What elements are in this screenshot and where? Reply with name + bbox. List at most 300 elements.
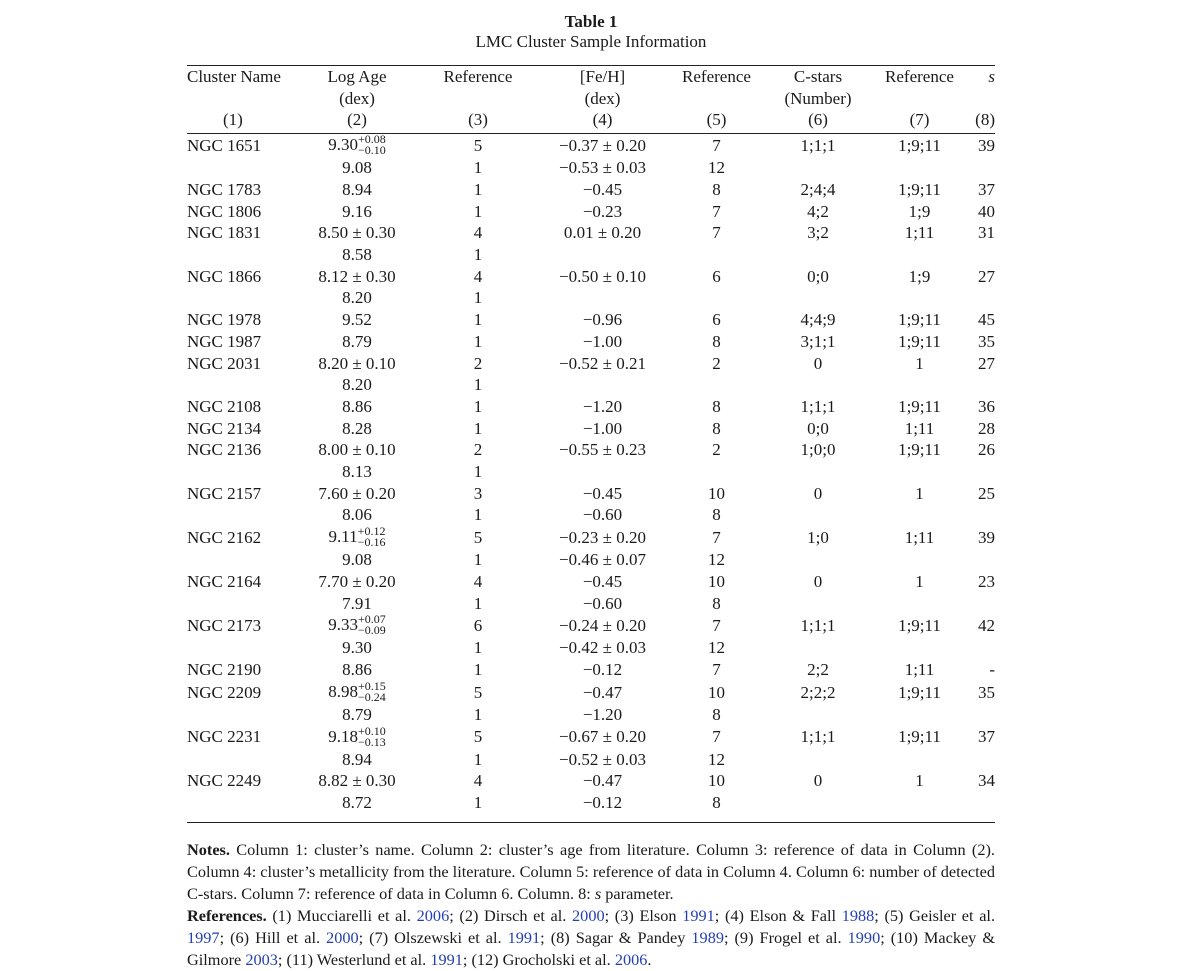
cstars-cell: 3;1;1 — [800, 331, 836, 351]
cstars-cell: 4;4;9 — [800, 310, 836, 330]
cstars-cell: 1;0 — [807, 527, 829, 547]
header-cell: (dex) — [339, 88, 375, 108]
data-table-body — [187, 134, 995, 814]
age-reference-cell: 1 — [473, 396, 483, 416]
table-title: LMC Cluster Sample Information — [475, 32, 707, 51]
feh-reference-cell: 8 — [712, 331, 721, 351]
cstars-reference-cell — [867, 504, 972, 526]
log-age-cell: 8.79 — [342, 704, 372, 724]
cstars-cell — [769, 792, 867, 814]
feh-reference-cell: 12 — [708, 749, 725, 769]
s-parameter-cell: 27 — [978, 353, 995, 373]
s-parameter-cell: 37 — [978, 727, 995, 747]
reference-author: (9) Frogel et al. — [728, 927, 848, 947]
column-number: (1) — [223, 110, 243, 130]
cluster-name-cell — [187, 504, 299, 526]
header-cell: s — [988, 67, 995, 86]
table-row — [187, 287, 995, 309]
feh-cell: −0.12 — [582, 793, 623, 813]
cstars-reference-cell — [867, 244, 972, 266]
cstars-cell: 1;1;1 — [800, 135, 836, 155]
header-cell: [Fe/H] — [579, 67, 626, 86]
age-reference-cell: 4 — [473, 223, 483, 243]
cluster-name-cell: NGC 2108 — [187, 396, 262, 416]
feh-reference-cell: 12 — [708, 638, 725, 658]
reference-year-link[interactable]: 2006 — [416, 905, 450, 925]
reference-separator: ; — [880, 927, 885, 947]
s-parameter-cell: 34 — [978, 771, 995, 791]
cstars-reference-cell: 1;9;11 — [898, 331, 941, 351]
cstars-cell: 1;0;0 — [800, 440, 836, 460]
cstars-cell: 0 — [813, 353, 823, 373]
age-reference-cell: 1 — [473, 310, 483, 330]
reference-author: (4) Elson & Fall — [719, 905, 842, 925]
age-reference-cell: 1 — [473, 179, 483, 199]
table-row — [187, 266, 995, 288]
cstars-reference-cell — [867, 287, 972, 309]
feh-cell: −1.20 — [582, 704, 623, 724]
feh-cell: −0.96 — [582, 310, 623, 330]
cluster-name-cell — [187, 749, 299, 771]
s-parameter-cell: 42 — [978, 616, 995, 636]
table-row — [187, 483, 995, 505]
table-row — [187, 526, 995, 549]
table-row — [187, 418, 995, 440]
cluster-name-cell — [187, 593, 299, 615]
log-age-cell: 9.30 — [342, 638, 372, 658]
age-reference-cell: 1 — [473, 793, 483, 813]
cstars-reference-cell: 1;9;11 — [898, 727, 941, 747]
feh-reference-cell: 2 — [712, 353, 721, 373]
feh-cell: −0.67 ± 0.20 — [559, 727, 646, 747]
header-cell — [415, 88, 541, 110]
feh-cell: −0.52 ± 0.03 — [559, 749, 646, 769]
age-reference-cell: 2 — [473, 440, 483, 460]
s-parameter-cell: 28 — [978, 418, 995, 438]
feh-reference-cell: 12 — [708, 158, 725, 178]
reference-separator: . — [647, 949, 652, 969]
cstars-reference-cell: 1;9 — [908, 201, 931, 221]
cstars-reference-cell: 1;9;11 — [898, 616, 941, 636]
header-cell: Reference — [885, 67, 954, 86]
cluster-name-cell: NGC 2134 — [187, 418, 262, 438]
feh-reference-cell — [664, 244, 769, 266]
age-reference-cell: 4 — [473, 771, 483, 791]
cstars-reference-cell — [867, 593, 972, 615]
feh-cell: −0.23 — [582, 201, 623, 221]
cluster-name-cell: NGC 1831 — [187, 223, 262, 243]
log-age-value: 9.33 — [328, 615, 358, 635]
header-cell: Cluster Name — [187, 67, 281, 86]
feh-reference-cell: 10 — [708, 682, 725, 702]
age-reference-cell: 1 — [473, 462, 483, 482]
s-parameter-cell — [972, 549, 995, 571]
s-parameter-cell — [972, 749, 995, 771]
feh-cell: −0.42 ± 0.03 — [559, 638, 646, 658]
column-number-row — [187, 109, 995, 131]
reference-year-link[interactable]: 2000 — [326, 927, 359, 947]
age-reference-cell: 1 — [473, 550, 483, 570]
s-parameter-cell: 26 — [978, 440, 995, 460]
table-row — [187, 614, 995, 637]
cluster-name-cell — [187, 792, 299, 814]
cstars-reference-cell — [867, 637, 972, 659]
cstars-cell — [769, 593, 867, 615]
header-subrow — [187, 88, 995, 110]
feh-cell: 0.01 ± 0.20 — [563, 223, 642, 243]
feh-cell: −0.45 — [582, 483, 623, 503]
feh-cell: −0.50 ± 0.10 — [559, 266, 646, 286]
reference-year-link[interactable]: 1991 — [430, 949, 463, 969]
age-reference-cell: 1 — [473, 201, 483, 221]
s-parameter-cell: 31 — [978, 223, 995, 243]
s-parameter-cell: 39 — [978, 527, 995, 547]
table-row — [187, 726, 995, 749]
feh-cell — [541, 461, 664, 483]
cstars-cell — [769, 549, 867, 571]
reference-year-link[interactable]: 1991 — [507, 927, 541, 947]
feh-reference-cell: 7 — [712, 135, 721, 155]
reference-year-link[interactable]: 1989 — [691, 927, 724, 947]
cstars-cell — [769, 637, 867, 659]
cluster-name-cell — [187, 374, 299, 396]
asymmetric-error — [357, 723, 386, 749]
feh-cell — [541, 287, 664, 309]
cstars-reference-cell: 1 — [915, 771, 924, 791]
reference-separator: ; — [604, 905, 610, 925]
s-parameter-cell — [972, 704, 995, 726]
s-parameter-cell: 36 — [978, 396, 995, 416]
cluster-name-cell: NGC 2136 — [187, 440, 262, 460]
upper-error: +0.12 — [357, 524, 386, 539]
feh-cell: −1.20 — [582, 396, 623, 416]
cluster-name-cell: NGC 2173 — [187, 616, 262, 636]
feh-cell: −0.55 ± 0.23 — [559, 440, 646, 460]
table-row — [187, 201, 995, 223]
table-row — [187, 593, 995, 615]
column-number: (4) — [592, 110, 613, 130]
log-age-cell: 8.12 ± 0.30 — [318, 266, 396, 286]
cstars-reference-cell: 1;11 — [904, 527, 935, 547]
references-label: References. — [187, 905, 267, 925]
table-row — [187, 549, 995, 571]
table-row — [187, 331, 995, 353]
age-reference-cell: 1 — [473, 375, 483, 395]
log-age-cell: 9.52 — [342, 310, 372, 330]
cluster-name-cell: NGC 1978 — [187, 310, 262, 330]
feh-cell: −0.52 ± 0.21 — [559, 353, 646, 373]
feh-cell: −0.53 ± 0.03 — [559, 158, 646, 178]
feh-reference-cell: 7 — [712, 201, 721, 221]
s-parameter-cell: 27 — [978, 266, 995, 286]
s-parameter-cell — [972, 504, 995, 526]
reference-year-link[interactable]: 1988 — [841, 905, 875, 925]
table-row — [187, 637, 995, 659]
log-age-cell: 8.58 — [342, 245, 372, 265]
log-age-cell: 8.86 — [342, 396, 372, 416]
log-age-cell: 8.28 — [342, 418, 372, 438]
cstars-reference-cell: 1 — [915, 483, 924, 503]
log-age-cell: 8.20 — [342, 288, 372, 308]
age-reference-cell: 5 — [473, 135, 483, 155]
reference-separator: ; — [449, 905, 454, 925]
cstars-reference-cell: 1;11 — [904, 418, 935, 438]
age-reference-cell: 1 — [473, 245, 483, 265]
log-age-cell: 8.82 ± 0.30 — [318, 771, 396, 791]
s-parameter-cell — [972, 157, 995, 179]
cluster-name-cell: NGC 1987 — [187, 331, 262, 351]
lower-error: −0.24 — [357, 689, 386, 704]
log-age-cell: 9.16 — [342, 201, 372, 221]
table-row — [187, 396, 995, 418]
asymmetric-error — [358, 134, 386, 156]
cstars-cell — [769, 244, 867, 266]
asymmetric-error — [358, 614, 386, 636]
cstars-cell: 2;2 — [807, 660, 829, 680]
cluster-name-cell: NGC 1651 — [187, 135, 262, 155]
column-number: (7) — [909, 110, 930, 130]
header-cell: Reference — [443, 67, 513, 86]
cluster-name-cell: NGC 2162 — [187, 527, 262, 547]
table-row — [187, 571, 995, 593]
table-row — [187, 179, 995, 201]
cluster-name-cell: NGC 2157 — [187, 483, 262, 503]
cstars-reference-cell — [867, 792, 972, 814]
header-cell — [187, 88, 299, 110]
feh-reference-cell: 12 — [708, 550, 725, 570]
header-cell: C-stars — [793, 67, 843, 86]
s-parameter-cell: 35 — [978, 682, 995, 702]
lower-error: −0.13 — [357, 734, 386, 749]
feh-cell: −0.47 — [582, 682, 623, 702]
upper-error: +0.07 — [357, 612, 386, 627]
cstars-cell: 0 — [813, 771, 823, 791]
log-age-cell — [299, 723, 415, 749]
cluster-name-cell: NGC 2031 — [187, 353, 262, 373]
log-age-cell — [299, 134, 415, 157]
log-age-cell: 8.86 — [342, 660, 372, 680]
reference-separator: ; — [219, 927, 225, 947]
log-age-cell: 7.60 ± 0.20 — [318, 483, 396, 503]
cluster-name-cell — [187, 244, 299, 266]
cstars-cell: 1;1;1 — [800, 396, 836, 416]
cluster-name-cell: NGC 1806 — [187, 201, 262, 221]
age-reference-cell: 2 — [473, 353, 483, 373]
log-age-value: 9.18 — [328, 726, 358, 746]
cluster-name-cell: NGC 2249 — [187, 771, 262, 791]
age-reference-cell: 5 — [473, 527, 483, 547]
log-age-cell: 8.94 — [342, 749, 372, 769]
feh-cell: −0.60 — [582, 593, 623, 613]
reference-separator: ; — [540, 927, 545, 947]
age-reference-cell: 1 — [473, 704, 483, 724]
asymmetric-error — [357, 678, 386, 704]
age-reference-cell: 4 — [473, 266, 483, 286]
feh-reference-cell: 6 — [712, 266, 721, 286]
feh-cell: −0.45 — [582, 179, 623, 199]
reference-year-link[interactable]: 2003 — [245, 949, 278, 969]
feh-reference-cell: 2 — [712, 440, 721, 460]
table-row — [187, 134, 995, 157]
cstars-cell: 2;4;4 — [800, 179, 836, 199]
reference-separator: ; — [462, 949, 468, 969]
s-parameter-cell: 25 — [978, 483, 995, 503]
log-age-cell — [299, 678, 415, 704]
log-age-cell: 9.08 — [342, 158, 372, 178]
feh-reference-cell: 7 — [712, 527, 721, 547]
cstars-cell: 4;2 — [807, 201, 829, 221]
table-row — [187, 157, 995, 179]
cstars-reference-cell — [867, 704, 972, 726]
s-parameter-cell: 35 — [978, 331, 995, 351]
cluster-name-cell: NGC 2164 — [187, 571, 262, 591]
cluster-name-cell — [187, 704, 299, 726]
cstars-cell — [769, 157, 867, 179]
feh-reference-cell: 8 — [712, 396, 721, 416]
header-cell: Reference — [682, 67, 751, 86]
cstars-reference-cell — [867, 549, 972, 571]
cstars-cell — [769, 374, 867, 396]
reference-year-link[interactable]: 2006 — [614, 949, 648, 969]
notes-s-symbol: s — [594, 883, 602, 903]
cstars-cell: 2;2;2 — [800, 682, 836, 702]
table-row — [187, 374, 995, 396]
s-parameter-cell — [972, 461, 995, 483]
feh-reference-cell: 8 — [712, 179, 721, 199]
notes-text: Column 1: cluster’s name. Column 2: cluster’s age from literature. Column 3: reference of data in Column (2). Column 4: cluster’s metallicity from the literature. Column 5: reference of data in Column 4. Column 6: number of detected C-stars. Column 7: reference of data in Column 6. Column. 8: — [187, 839, 995, 903]
reference-author: (12) Grocholski et al. — [467, 949, 615, 969]
cstars-cell: 0 — [813, 571, 823, 591]
cluster-name-cell — [187, 157, 299, 179]
cluster-name-cell — [187, 549, 299, 571]
cstars-reference-cell: 1 — [915, 571, 924, 591]
header-cell — [664, 88, 769, 110]
upper-error: +0.15 — [357, 678, 386, 693]
age-reference-cell: 1 — [473, 593, 483, 613]
reference-separator: ; — [277, 949, 283, 969]
cstars-cell: 0;0 — [807, 418, 829, 438]
cstars-reference-cell: 1 — [915, 353, 924, 373]
feh-reference-cell: 6 — [712, 310, 721, 330]
s-parameter-cell — [972, 593, 995, 615]
reference-separator: ; — [874, 905, 879, 925]
s-parameter-cell: - — [989, 660, 995, 680]
reference-author: (10) Mackey & Gilmore — [187, 927, 996, 969]
reference-author: (2) Dirsch et al. — [453, 905, 573, 925]
cluster-name-cell: NGC 1866 — [187, 266, 262, 286]
log-age-cell: 8.06 — [342, 505, 372, 525]
header-cell — [972, 88, 995, 110]
table-row — [187, 659, 995, 681]
age-reference-cell: 6 — [473, 616, 483, 636]
reference-author: (7) Olszewski et al. — [363, 927, 508, 947]
feh-reference-cell: 8 — [712, 505, 721, 525]
reference-separator: ; — [714, 905, 720, 925]
s-parameter-cell: 45 — [978, 310, 995, 330]
age-reference-cell: 1 — [473, 418, 483, 438]
age-reference-cell: 1 — [473, 331, 483, 351]
feh-reference-cell: 7 — [712, 727, 721, 747]
asymmetric-error — [358, 526, 386, 548]
table-row — [187, 749, 995, 771]
cstars-cell: 1;1;1 — [800, 727, 836, 747]
cstars-cell: 0;0 — [807, 266, 829, 286]
cstars-cell — [769, 704, 867, 726]
feh-cell: −0.46 ± 0.07 — [559, 550, 646, 570]
reference-year-link[interactable]: 2000 — [572, 905, 605, 925]
table-number: Table 1 — [564, 12, 618, 31]
log-age-value: 9.11 — [328, 527, 358, 547]
s-parameter-cell — [972, 244, 995, 266]
log-age-cell — [299, 614, 415, 637]
cluster-name-cell: NGC 2190 — [187, 660, 262, 680]
column-number: (5) — [706, 110, 727, 130]
cstars-cell — [769, 461, 867, 483]
feh-reference-cell — [664, 287, 769, 309]
lower-error: −0.09 — [357, 623, 386, 638]
feh-reference-cell: 10 — [708, 483, 725, 503]
notes-text-end: parameter. — [601, 883, 674, 903]
log-age-cell: 9.08 — [342, 550, 372, 570]
cluster-name-cell — [187, 287, 299, 309]
reference-year-link[interactable]: 1997 — [187, 927, 220, 947]
cstars-reference-cell: 1;9;11 — [898, 440, 941, 460]
cluster-name-cell: NGC 1783 — [187, 179, 262, 199]
cstars-reference-cell: 1;9;11 — [898, 135, 941, 155]
header-row — [187, 66, 995, 88]
feh-cell: −0.24 ± 0.20 — [559, 616, 646, 636]
log-age-cell: 8.20 ± 0.10 — [318, 353, 396, 373]
age-reference-cell: 3 — [473, 483, 483, 503]
s-parameter-cell — [972, 374, 995, 396]
log-age-cell: 7.91 — [342, 593, 372, 613]
cluster-name-cell: NGC 2231 — [187, 727, 262, 747]
feh-reference-cell: 8 — [712, 793, 721, 813]
header-cell — [867, 88, 972, 110]
feh-cell: −0.47 — [582, 771, 623, 791]
column-number: (3) — [468, 110, 488, 130]
table-notes — [187, 839, 995, 971]
lower-error: −0.16 — [357, 535, 386, 550]
table-row — [187, 792, 995, 814]
table-row — [187, 222, 995, 244]
reference-author: (3) Elson — [609, 905, 683, 925]
feh-cell: −0.37 ± 0.20 — [559, 135, 646, 155]
log-age-cell: 8.00 ± 0.10 — [318, 440, 396, 460]
feh-cell: −1.00 — [582, 418, 623, 438]
age-reference-cell: 4 — [473, 571, 483, 591]
log-age-cell: 8.20 — [342, 375, 372, 395]
reference-year-link[interactable]: 1990 — [847, 927, 881, 947]
reference-author: (11) Westerlund et al. — [282, 949, 431, 969]
cstars-reference-cell: 1;9;11 — [898, 179, 941, 199]
log-age-cell: 8.13 — [342, 462, 372, 482]
s-parameter-cell: 39 — [978, 135, 995, 155]
cstars-reference-cell: 1;9 — [908, 266, 931, 286]
s-parameter-cell: 37 — [978, 179, 995, 199]
table-row — [187, 770, 995, 792]
age-reference-cell: 5 — [473, 682, 483, 702]
age-reference-cell: 1 — [473, 749, 483, 769]
header-cell: Log Age — [327, 67, 387, 86]
log-age-value: 9.30 — [328, 135, 358, 155]
reference-separator: ; — [358, 927, 364, 947]
bottom-rule — [187, 822, 995, 823]
reference-author: (6) Hill et al. — [224, 927, 327, 947]
table-row — [187, 244, 995, 266]
reference-year-link[interactable]: 1991 — [682, 905, 715, 925]
cstars-cell — [769, 749, 867, 771]
